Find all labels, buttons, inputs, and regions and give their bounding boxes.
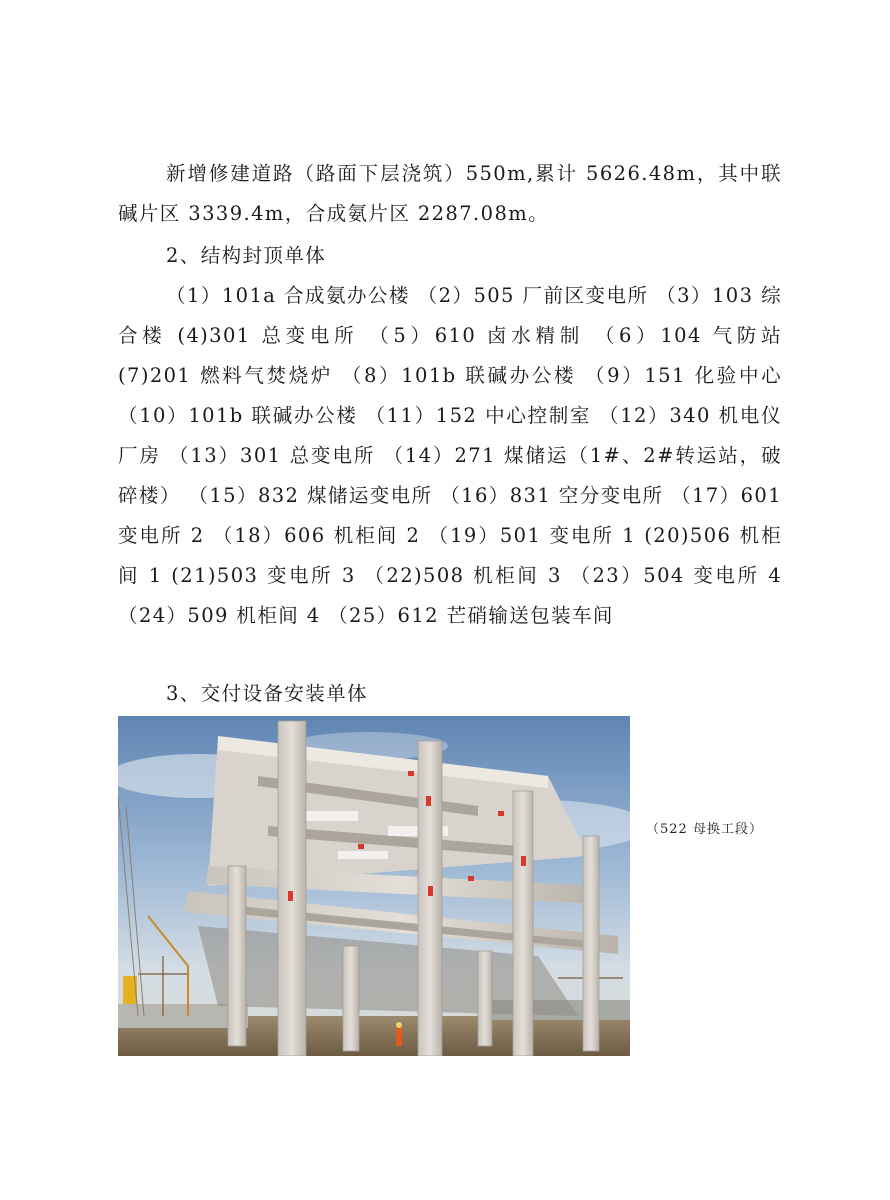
road-construction-paragraph: 新增修建道路（路面下层浇筑）550m,累计 5626.48m，其中联碱片区 3339.4m，合成氨片区 2287.08m。 <box>118 162 782 225</box>
section-heading-equipment-installation: 3、交付设备安装单体 <box>166 682 368 705</box>
structure-topping-list-paragraph: （1）101a 合成氨办公楼 （2）505 厂前区变电所 （3）103 综合楼 (4)301 总变电所 （5）610 卤水精制 （6）104 气防站 (7)201 燃料气焚烧炉 （8）101b 联碱办公楼 （9）151 化验中心 （10）101b 联碱办公楼 （11）152 中心控制室 （12）340 机电仪厂房 （13）301 总变电所 （14）271 煤储运（1#、2#转运站，破碎楼） （15）832 煤储运变电所 （16）831 空分变电所 （17）601 变电所 2 （18）606 机柜间 2 （19）501 变电所 1 (20)506 机柜间 1 (21)503 变电所 3 （22)508 机柜间 3 （23）504 变电所 4 （24）509 机柜间 4 （25）612 芒硝输送包装车间 <box>118 284 782 627</box>
section-heading-structure-topping: 2、结构封顶单体 <box>166 244 327 267</box>
photo-caption: （522 母换工段） <box>646 822 763 837</box>
construction-site-photo <box>118 716 630 1056</box>
